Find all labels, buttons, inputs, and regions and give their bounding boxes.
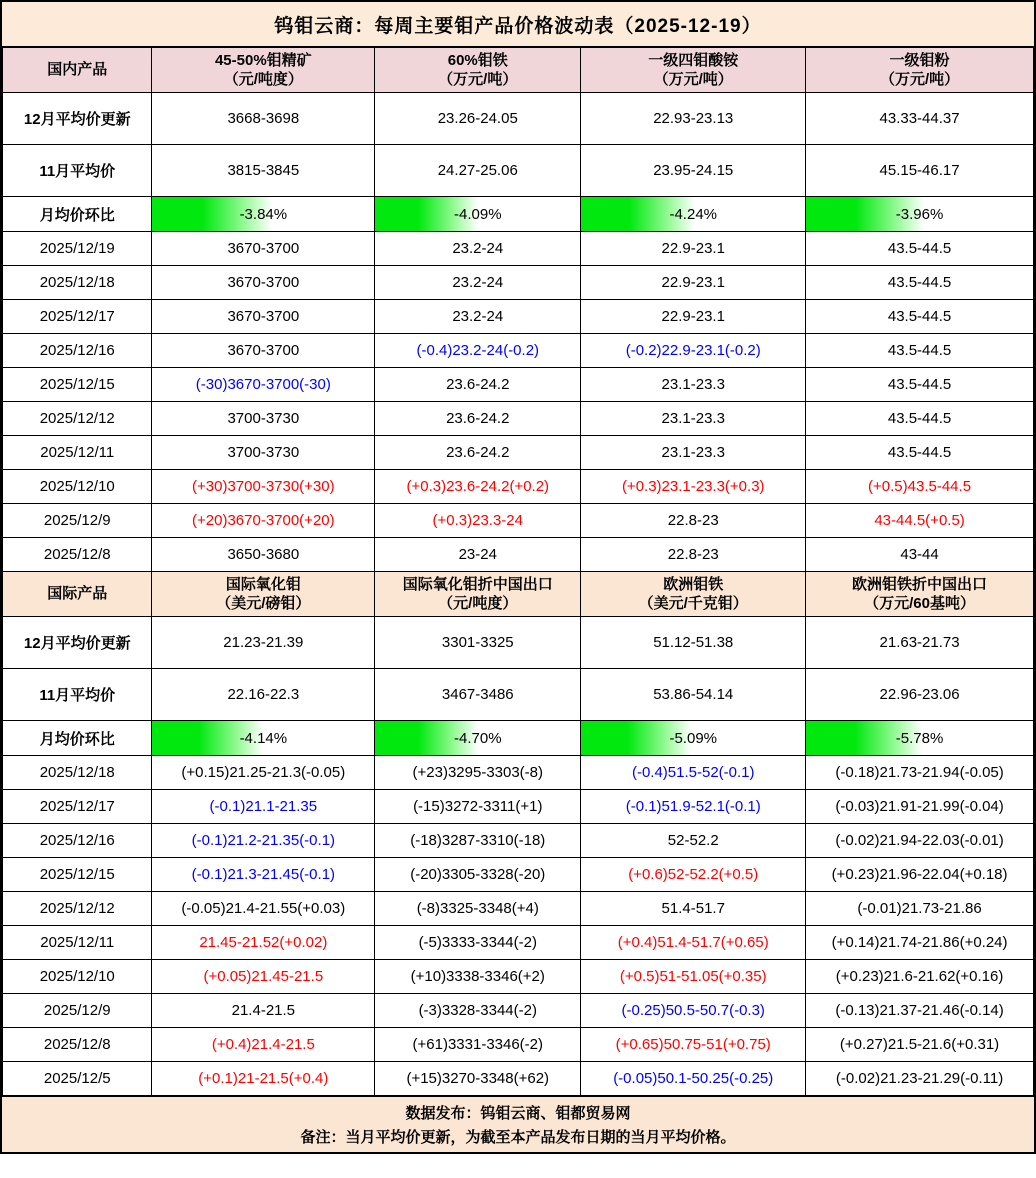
row-label: 2025/12/10 xyxy=(3,470,152,504)
change-bar-cell xyxy=(806,721,1034,756)
price-cell: 23.2-24 xyxy=(375,232,581,266)
change-percent: -4.24% xyxy=(669,205,717,223)
price-cell: 3670-3700 xyxy=(152,334,375,368)
price-cell: (+0.5)43.5-44.5 xyxy=(806,470,1034,504)
price-cell: (-0.4)51.5-52(-0.1) xyxy=(581,756,806,790)
row-label: 2025/12/19 xyxy=(3,232,152,266)
price-cell: (+0.1)21-21.5(+0.4) xyxy=(152,1062,375,1096)
price-cell: 3301-3325 xyxy=(375,617,581,669)
change-bar-cell xyxy=(581,721,806,756)
price-cell: 3670-3700 xyxy=(152,232,375,266)
column-name: 一级四钼酸铵 xyxy=(648,51,739,69)
column-name: 60%钼铁 xyxy=(447,51,508,69)
price-cell: (-15)3272-3311(+1) xyxy=(375,790,581,824)
price-cell: (-0.13)21.37-21.46(-0.14) xyxy=(806,994,1034,1028)
column-name: 欧洲钼铁 xyxy=(663,575,724,593)
price-cell: 3670-3700 xyxy=(152,300,375,334)
price-cell: 43.33-44.37 xyxy=(806,93,1034,145)
price-cell: 51.12-51.38 xyxy=(581,617,806,669)
price-cell: 3815-3845 xyxy=(152,145,375,197)
row-label: 2025/12/8 xyxy=(3,538,152,572)
price-cell: (+0.3)23.1-23.3(+0.3) xyxy=(581,470,806,504)
price-cell: 52-52.2 xyxy=(581,824,806,858)
price-cell: 24.27-25.06 xyxy=(375,145,581,197)
price-cell: (+0.15)21.25-21.3(-0.05) xyxy=(152,756,375,790)
price-cell: (+0.05)21.45-21.5 xyxy=(152,960,375,994)
column-unit: （万元/吨） xyxy=(438,71,518,88)
price-cell: (+0.4)21.4-21.5 xyxy=(152,1028,375,1062)
price-cell: 43.5-44.5 xyxy=(806,436,1034,470)
price-cell: (+10)3338-3346(+2) xyxy=(375,960,581,994)
price-cell: (-0.1)21.2-21.35(-0.1) xyxy=(152,824,375,858)
price-cell: (+0.65)50.75-51(+0.75) xyxy=(581,1028,806,1062)
price-cell: 51.4-51.7 xyxy=(581,892,806,926)
row-label: 2025/12/11 xyxy=(3,926,152,960)
price-cell: (-0.01)21.73-21.86 xyxy=(806,892,1034,926)
table-row xyxy=(3,721,1034,756)
price-cell: (+15)3270-3348(+62) xyxy=(375,1062,581,1096)
price-cell: (-0.4)23.2-24(-0.2) xyxy=(375,334,581,368)
price-cell: (+0.3)23.3-24 xyxy=(375,504,581,538)
table-row xyxy=(3,960,1034,994)
price-cell: 22.93-23.13 xyxy=(581,93,806,145)
table-row xyxy=(3,504,1034,538)
price-cell: (-8)3325-3348(+4) xyxy=(375,892,581,926)
remark-note: 备注：当月平均价更新，为截至本产品发布日期的当月平均价格。 xyxy=(300,1128,736,1146)
price-cell: (-0.02)21.23-21.29(-0.11) xyxy=(806,1062,1034,1096)
price-cell: (+0.4)51.4-51.7(+0.65) xyxy=(581,926,806,960)
change-percent: -3.84% xyxy=(239,205,288,223)
price-cell: 22.8-23 xyxy=(581,538,806,572)
column-unit: （元/吨度） xyxy=(223,71,303,88)
price-cell: (-0.03)21.91-21.99(-0.04) xyxy=(806,790,1034,824)
change-bar-cell xyxy=(375,721,581,756)
table-row xyxy=(3,892,1034,926)
price-cell: 23.2-24 xyxy=(375,266,581,300)
price-cell: (-0.05)21.4-21.55(+0.03) xyxy=(152,892,375,926)
price-cell: 43.5-44.5 xyxy=(806,334,1034,368)
row-label: 2025/12/11 xyxy=(3,436,152,470)
column-header xyxy=(375,48,581,93)
column-header xyxy=(375,572,581,617)
row-label: 2025/12/18 xyxy=(3,266,152,300)
row-label: 2025/12/16 xyxy=(3,824,152,858)
row-label: 2025/12/12 xyxy=(3,402,152,436)
row-label: 2025/12/17 xyxy=(3,790,152,824)
price-cell: 43.5-44.5 xyxy=(806,368,1034,402)
price-cell: (+0.23)21.96-22.04(+0.18) xyxy=(806,858,1034,892)
price-cell: 23.6-24.2 xyxy=(375,368,581,402)
table-row xyxy=(3,266,1034,300)
table-row xyxy=(3,790,1034,824)
column-unit: （元/吨度） xyxy=(438,595,518,612)
row-label: 11月平均价 xyxy=(3,145,152,197)
row-label: 2025/12/15 xyxy=(3,858,152,892)
table-row xyxy=(3,1028,1034,1062)
table-row xyxy=(3,926,1034,960)
table-row xyxy=(3,538,1034,572)
price-cell: 23-24 xyxy=(375,538,581,572)
change-percent: -3.96% xyxy=(895,205,944,223)
column-name: 国际氧化钼 xyxy=(225,575,301,593)
price-cell: (-0.02)21.94-22.03(-0.01) xyxy=(806,824,1034,858)
table-row xyxy=(3,994,1034,1028)
price-cell: (-18)3287-3310(-18) xyxy=(375,824,581,858)
change-bar-cell xyxy=(152,721,375,756)
column-name: 45-50%钼精矿 xyxy=(214,51,312,69)
table-row xyxy=(3,232,1034,266)
table-row xyxy=(3,334,1034,368)
price-cell: (+0.3)23.6-24.2(+0.2) xyxy=(375,470,581,504)
price-cell: 23.95-24.15 xyxy=(581,145,806,197)
column-name: 欧洲钼铁折中国出口 xyxy=(852,575,988,593)
price-cell: (-3)3328-3344(-2) xyxy=(375,994,581,1028)
price-cell: (+0.27)21.5-21.6(+0.31) xyxy=(806,1028,1034,1062)
change-percent: -5.09% xyxy=(669,729,717,747)
price-cell: 23.26-24.05 xyxy=(375,93,581,145)
price-cell: 23.1-23.3 xyxy=(581,368,806,402)
change-percent: -4.70% xyxy=(454,729,502,747)
price-cell: (-0.1)21.1-21.35 xyxy=(152,790,375,824)
row-label: 2025/12/9 xyxy=(3,504,152,538)
price-cell: 22.9-23.1 xyxy=(581,232,806,266)
change-percent: -4.14% xyxy=(239,729,288,747)
price-cell: 23.1-23.3 xyxy=(581,402,806,436)
price-cell: 21.63-21.73 xyxy=(806,617,1034,669)
price-cell: (-0.18)21.73-21.94(-0.05) xyxy=(806,756,1034,790)
column-name: 国际氧化钼折中国出口 xyxy=(402,575,553,593)
price-cell: 43-44.5(+0.5) xyxy=(806,504,1034,538)
row-label: 12月平均价更新 xyxy=(3,617,152,669)
price-cell: 23.6-24.2 xyxy=(375,402,581,436)
table-row xyxy=(3,824,1034,858)
row-label: 2025/12/15 xyxy=(3,368,152,402)
column-unit: （万元/60基吨） xyxy=(864,595,975,612)
price-cell: (+30)3700-3730(+30) xyxy=(152,470,375,504)
price-cell: 3668-3698 xyxy=(152,93,375,145)
price-table-body xyxy=(3,48,1034,1096)
change-bar-cell xyxy=(375,197,581,232)
column-unit: （美元/千克钼） xyxy=(638,595,748,612)
price-table xyxy=(2,47,1034,1096)
price-cell: (+0.14)21.74-21.86(+0.24) xyxy=(806,926,1034,960)
column-unit: （美元/磅钼） xyxy=(216,595,311,612)
column-header xyxy=(581,48,806,93)
data-source-note: 数据发布：钨钼云商、钼都贸易网 xyxy=(405,1104,631,1122)
price-cell: 43.5-44.5 xyxy=(806,232,1034,266)
price-cell: 43.5-44.5 xyxy=(806,402,1034,436)
change-percent: -4.09% xyxy=(454,205,502,223)
price-cell: 43.5-44.5 xyxy=(806,300,1034,334)
price-cell: 21.45-21.52(+0.02) xyxy=(152,926,375,960)
price-cell: 22.9-23.1 xyxy=(581,266,806,300)
section-label: 国内产品 xyxy=(3,48,152,93)
table-row xyxy=(3,145,1034,197)
table-row xyxy=(3,1062,1034,1096)
table-title: 钨钼云商：每周主要钼产品价格波动表（2025-12-19） xyxy=(2,2,1034,47)
row-label: 2025/12/17 xyxy=(3,300,152,334)
column-header xyxy=(152,572,375,617)
price-cell: 3700-3730 xyxy=(152,402,375,436)
row-label: 月均价环比 xyxy=(3,721,152,756)
price-cell: 43.5-44.5 xyxy=(806,266,1034,300)
change-bar-cell xyxy=(806,197,1034,232)
price-cell: 3700-3730 xyxy=(152,436,375,470)
price-cell: 45.15-46.17 xyxy=(806,145,1034,197)
price-cell: 53.86-54.14 xyxy=(581,669,806,721)
price-cell: (+61)3331-3346(-2) xyxy=(375,1028,581,1062)
price-cell: 3670-3700 xyxy=(152,266,375,300)
table-row xyxy=(3,436,1034,470)
column-header xyxy=(806,48,1034,93)
table-row xyxy=(3,617,1034,669)
change-percent: -5.78% xyxy=(895,729,944,747)
change-bar-cell xyxy=(581,197,806,232)
table-row xyxy=(3,669,1034,721)
column-header xyxy=(806,572,1034,617)
row-label: 2025/12/10 xyxy=(3,960,152,994)
table-row xyxy=(3,756,1034,790)
price-cell: 21.4-21.5 xyxy=(152,994,375,1028)
column-header xyxy=(581,572,806,617)
price-cell: 22.8-23 xyxy=(581,504,806,538)
price-cell: (-0.1)21.3-21.45(-0.1) xyxy=(152,858,375,892)
price-cell: 23.2-24 xyxy=(375,300,581,334)
row-label: 12月平均价更新 xyxy=(3,93,152,145)
table-row xyxy=(3,300,1034,334)
table-row xyxy=(3,402,1034,436)
price-cell: (-0.25)50.5-50.7(-0.3) xyxy=(581,994,806,1028)
change-bar-cell xyxy=(152,197,375,232)
price-cell: (-0.2)22.9-23.1(-0.2) xyxy=(581,334,806,368)
price-cell: 3467-3486 xyxy=(375,669,581,721)
price-cell: 43-44 xyxy=(806,538,1034,572)
row-label: 2025/12/5 xyxy=(3,1062,152,1096)
row-label: 11月平均价 xyxy=(3,669,152,721)
price-cell: (-0.1)51.9-52.1(-0.1) xyxy=(581,790,806,824)
row-label: 2025/12/8 xyxy=(3,1028,152,1062)
price-cell: (-5)3333-3344(-2) xyxy=(375,926,581,960)
table-footer xyxy=(2,1096,1034,1152)
section-header-row xyxy=(3,48,1034,93)
price-cell: 21.23-21.39 xyxy=(152,617,375,669)
column-name: 一级钼粉 xyxy=(889,51,950,69)
price-cell: 22.9-23.1 xyxy=(581,300,806,334)
table-row xyxy=(3,368,1034,402)
column-header xyxy=(152,48,375,93)
price-cell: (+20)3670-3700(+20) xyxy=(152,504,375,538)
price-cell: (+0.23)21.6-21.62(+0.16) xyxy=(806,960,1034,994)
table-row xyxy=(3,197,1034,232)
section-header-row xyxy=(3,572,1034,617)
table-row xyxy=(3,93,1034,145)
price-cell: (-0.05)50.1-50.25(-0.25) xyxy=(581,1062,806,1096)
price-cell: (+0.6)52-52.2(+0.5) xyxy=(581,858,806,892)
column-unit: （万元/吨） xyxy=(879,71,960,88)
price-cell: (-30)3670-3700(-30) xyxy=(152,368,375,402)
row-label: 2025/12/12 xyxy=(3,892,152,926)
price-cell: 3650-3680 xyxy=(152,538,375,572)
price-cell: 22.16-22.3 xyxy=(152,669,375,721)
price-cell: (-20)3305-3328(-20) xyxy=(375,858,581,892)
row-label: 2025/12/18 xyxy=(3,756,152,790)
table-row xyxy=(3,470,1034,504)
row-label: 月均价环比 xyxy=(3,197,152,232)
price-cell: 23.6-24.2 xyxy=(375,436,581,470)
column-unit: （万元/吨） xyxy=(653,71,733,88)
price-cell: (+0.5)51-51.05(+0.35) xyxy=(581,960,806,994)
price-cell: 22.96-23.06 xyxy=(806,669,1034,721)
price-cell: (+23)3295-3303(-8) xyxy=(375,756,581,790)
section-label: 国际产品 xyxy=(3,572,152,617)
table-row xyxy=(3,858,1034,892)
row-label: 2025/12/9 xyxy=(3,994,152,1028)
price-cell: 23.1-23.3 xyxy=(581,436,806,470)
row-label: 2025/12/16 xyxy=(3,334,152,368)
